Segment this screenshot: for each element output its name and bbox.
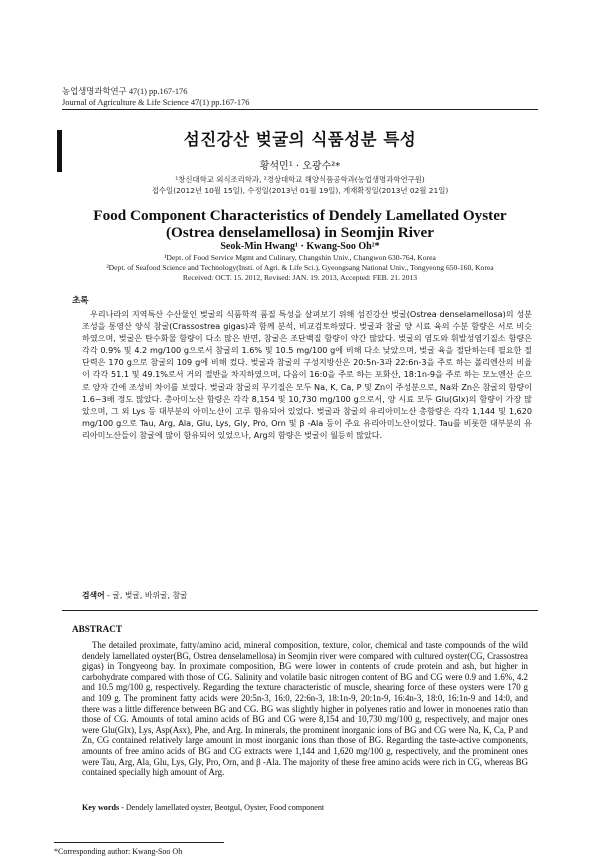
title-korean: 섬진강산 벚굴의 식품성분 특성 [183, 130, 417, 149]
journal-name-en: Journal of Agriculture & Life Science 47(1) pp.167-176 [62, 98, 250, 107]
affiliation-english-2: ²Dept. of Seafood Science and Technology(Insti. of Agri. & Life Sci.), Gyeongsang National Univ., Tongyeong 650-160, Korea [106, 263, 494, 272]
journal-name-ko: 농업생명과학연구 47(1) pp.167-176 [62, 87, 188, 96]
title-english-line2: (Ostrea denselamellosa) in Seomjin River [166, 224, 434, 241]
affiliation-english-1: ¹Dept. of Food Service Mgmt and Culinary, Changshin Univ., Changwon 630-764, Korea [164, 253, 436, 262]
keywords-english-label: Key words [82, 803, 120, 812]
affiliation-english-block [0, 253, 600, 283]
keywords-korean [82, 590, 188, 601]
abstract-korean-text: 우리나라의 지역특산 수산물인 벚굴의 식품학적 품질 특성을 살펴보기 위해 섬진강산 벚굴(Ostrea denselamellosa)의 성분조성을 통영산 양식 참굴(Crassostrea gigas)과 함께 분석, 비교검토하였다. 벚굴과 참굴 양 시료 육의 수분 함량은 서로 비슷하였으며, 벚굴은 탄수화물 함량이 다소 많은 반면, 참굴은 조단백질 함량이 약간 많았다. 벚굴의 염도와 휘발성염기질소 함량은 각각 0.9% 및 4.2 mg/100 g으로서 참굴의 1.6% 및 10.5 mg/100 g에 비해 다소 낮았으며, 벚굴 육을 절단하는데 필요한 절단력은 170 g으로 참굴의 109 g에 비해 컸다. 벚굴과 참굴의 구성지방산은 20:5n-3과 22:6n-3을 주로 하는 폴리엔산의 비율이 각각 51.1 및 49.1%로서 거의 절반을 차지하였으며, 다음이 16:0을 주로 하는 포화산, 18:1n-9을 주로 하는 모노엔산 순으로 양자 간에 조성비 차이를 보였다. 벚굴과 참굴의 무기질은 모두 Na, K, Ca, P 및 Zn이 주성분으로, Na와 Zn은 참굴의 함량이 1.6~3배 정도 많았다. 총아미노산 함량은 각각 8,154 및 10,730 mg/100 g으로서, 양 시료 모두 Glu(Glx)의 함량이 가장 많았으며, 그 외 Lys 등 대부분의 아미노산이 고루 함유되어 있었다. 벚굴과 참굴의 유리아미노산 총함량은 각각 1,144 및 1,620 mg/100 g으로 Tau, Arg, Ala, Glu, Lys, Gly, Pro, Orn 및 β -Ala 등이 주요 유리아미노산이었다. Tau를 비롯한 대부분의 유리아미노산들이 참굴에 많이 함유되어 있었으나, Arg의 함량은 벚굴이 월등히 많았다. [82, 309, 532, 440]
keywords-korean-text: - 굴, 벚굴, 바위굴, 참굴 [104, 591, 188, 600]
abstract-english-heading: ABSTRACT [72, 624, 123, 634]
abstract-korean [82, 308, 532, 441]
authors-korean: 황석민¹ · 오광수²* [259, 161, 341, 172]
journal-header [62, 86, 249, 108]
authors-english: Seok-Min Hwang¹ · Kwang-Soo Oh²* [220, 241, 380, 252]
title-english [0, 207, 600, 241]
corresponding-author: *Corresponding author: Kwang-Soo Oh [54, 847, 183, 856]
keywords-korean-label: 검색어 [82, 591, 105, 600]
section-rule [62, 610, 538, 611]
keywords-english-text: - Dendely lamellated oyster, Beotgul, Oyster, Food component [119, 803, 325, 812]
dates-english: Received: OCT. 15. 2012, Revised: JAN. 19. 2013, Accepted: FEB. 21. 2013 [182, 273, 418, 282]
header-rule [62, 109, 538, 110]
footnote-rule [54, 842, 224, 843]
abstract-korean-heading: 초록 [72, 296, 89, 306]
keywords-english [82, 803, 324, 812]
dates-korean: 접수일(2012년 10월 15일), 수정일(2013년 01월 19일), 게재확정일(2013년 02월 21일) [151, 185, 449, 195]
affiliation-korean: ¹창신대학교 외식조리학과, ²경상대학교 해양식품공학과(농업생명과학연구원) [175, 175, 425, 184]
title-english-line1: Food Component Characteristics of Dendely Lamellated Oyster [93, 207, 507, 224]
abstract-english-text: The detailed proximate, fatty/amino acid, mineral composition, texture, color, chemical and taste compounds of the wild dendely lamellated oyster(BG, Ostrea denselamellosa) in Seomjin river were compared with cultured oyster(CG, Crassostrea gigas) in Tongyeong bay. In proximate composition, BG were lower in contents of crude protein and ash, but higher in carbohydrate compared with those of CG. Salinity and volatile basic nitrogen content of BG and CG were 0.9 and 1.6%, 4.2 and 10.5 mg/100 g, respectively. Regarding the texture characteristic of muscle, shearing force of these oysters were 170 g and 109 g. The prominent fatty acids were 20:5n-3, 16:0, 22:6n-3, 18:1n-9, 20:1n-9, 16:4n-3, 18:0, 16:1n-9 and 14:0, and there was a little difference between BG and CG. BG was slightly higher in polyenes ratio and lower in monoenes ratio than those of CG. Amounts of total amino acids of BG and CG were 8,154 and 10,730 mg/100 g, respectively, and major ones were Glu(Glx), Lys, Asp(Asx), Phe, and Arg. In minerals, the prominent inorganic ions of BG and CG were Na, K, Ca, P and Zn, CG contained relatively large amount in most inorganic ions than those of BG. Regarding the taste-active components, amounts of free amino acids of BG and CG extracts were 1,144 and 1,620 mg/100 g, respectively, and the prominent ones were Tau, Arg, Ala, Glu, Lys, Gly, Pro, Orn, and β -Ala. The majority of these free amino acids were rich in CG, whereas BG contained specially high amount of Arg. [82, 640, 528, 778]
abstract-english [82, 640, 528, 778]
affiliation-korean-block [0, 175, 600, 196]
